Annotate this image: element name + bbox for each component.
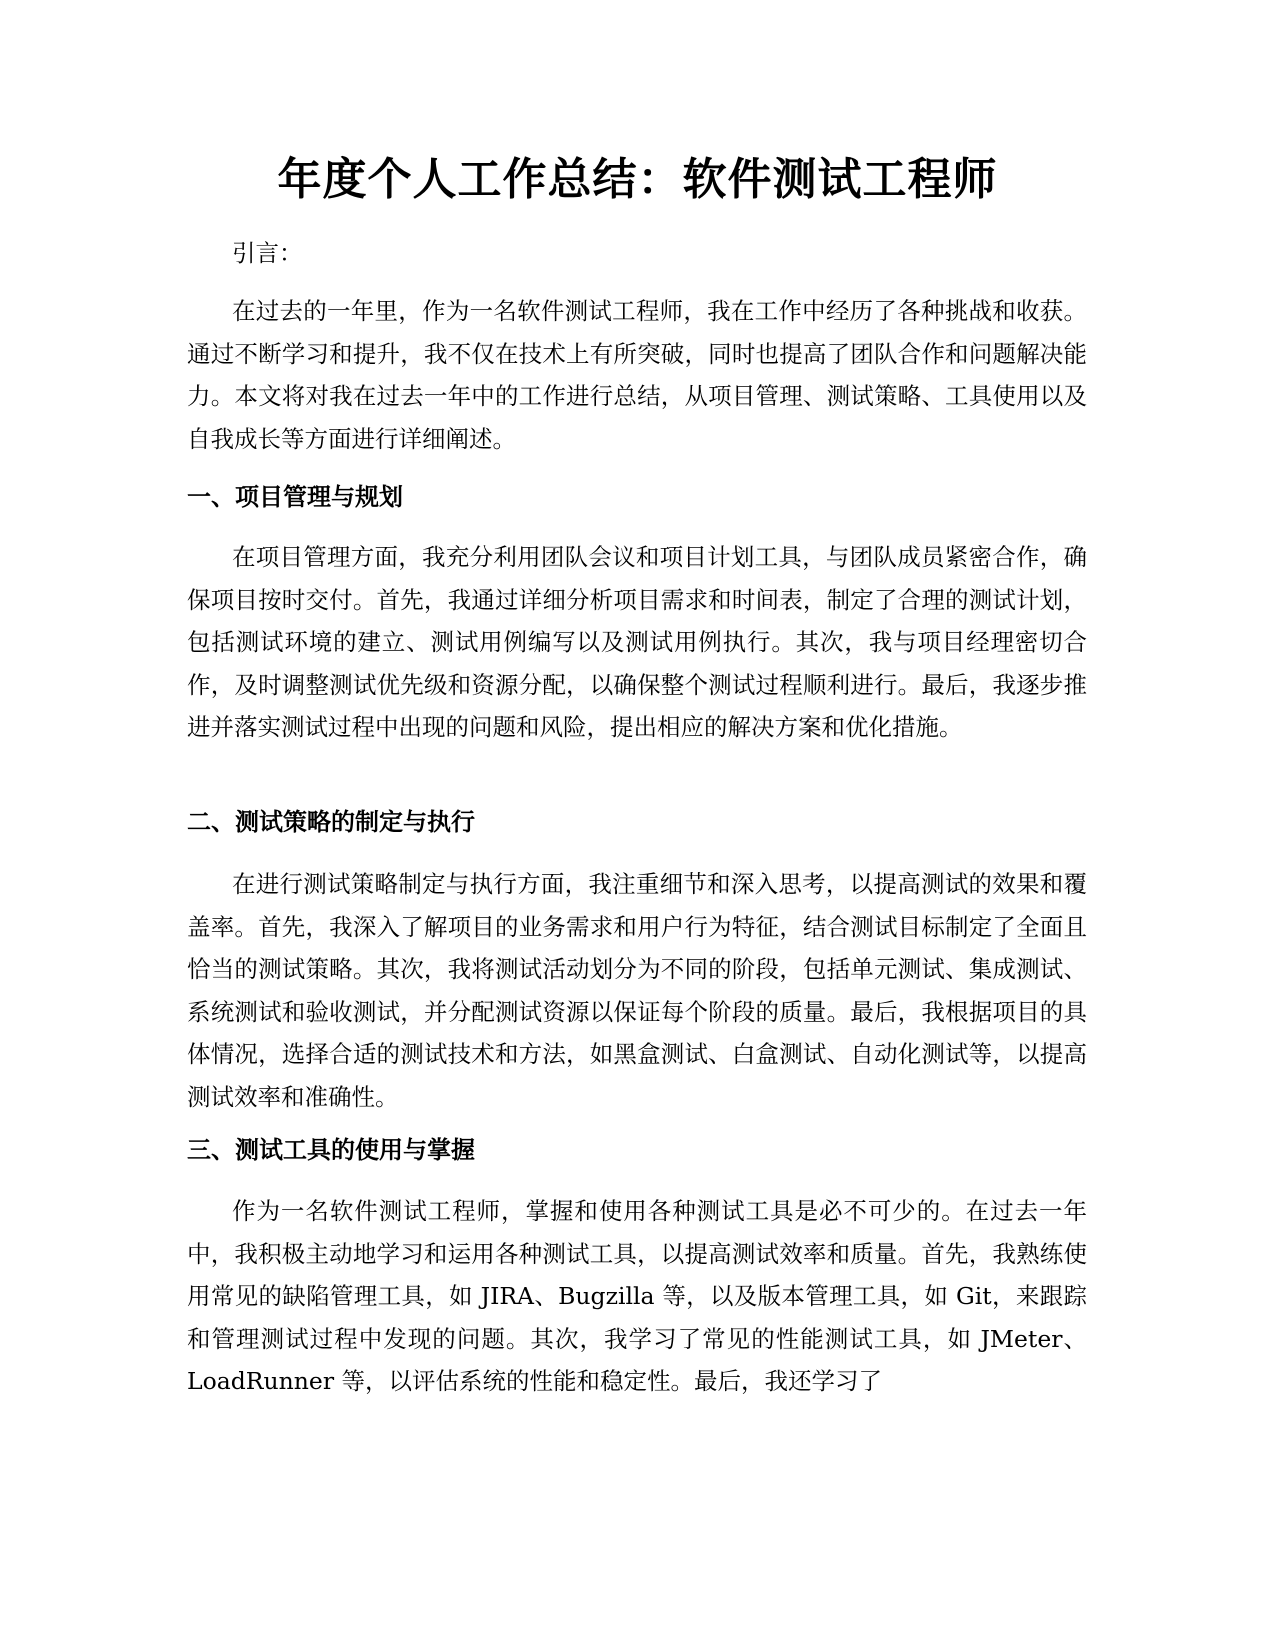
section-heading-test-tools: 三、测试工具的使用与掌握 bbox=[187, 1136, 475, 1164]
intro-paragraph: 在过去的一年里，作为一名软件测试工程师，我在工作中经历了各种挑战和收获。通过不断学习和提升，我不仅在技术上有所突破，同时也提高了团队合作和问题解决能力。本文将对我在过去一年中的工作进行总结，从项目管理、测试策略、工具使用以及自我成长等方面进行详细阐述。 bbox=[187, 297, 1087, 453]
section-body-test-tools: 作为一名软件测试工程师，掌握和使用各种测试工具是必不可少的。在过去一年中，我积极主动地学习和运用各种测试工具，以提高测试效率和质量。首先，我熟练使用常见的缺陷管理工具，如 JIRA、Bugzilla 等，以及版本管理工具，如 Git，来跟踪和管理测试过程中发现的问题。其次，我学习了常见的性能测试工具，如 JMeter、LoadRunner 等，以评估系统的性能和稳定性。最后，我还学习了 bbox=[187, 1197, 1087, 1396]
document-title: 年度个人工作总结：软件测试工程师 bbox=[277, 154, 998, 205]
intro-label: 引言： bbox=[232, 239, 303, 267]
section-heading-project-management: 一、项目管理与规划 bbox=[187, 483, 403, 511]
section-body-project-management: 在项目管理方面，我充分利用团队会议和项目计划工具，与团队成员紧密合作，确保项目按时交付。首先，我通过详细分析项目需求和时间表，制定了合理的测试计划，包括测试环境的建立、测试用例编写以及测试用例执行。其次，我与项目经理密切合作，及时调整测试优先级和资源分配，以确保整个测试过程顺利进行。最后，我逐步推进并落实测试过程中出现的问题和风险，提出相应的解决方案和优化措施。 bbox=[187, 543, 1087, 742]
section-heading-test-strategy: 二、测试策略的制定与执行 bbox=[187, 808, 475, 836]
section-body-test-strategy: 在进行测试策略制定与执行方面，我注重细节和深入思考，以提高测试的效果和覆盖率。首先，我深入了解项目的业务需求和用户行为特征，结合测试目标制定了全面且恰当的测试策略。其次，我将测试活动划分为不同的阶段，包括单元测试、集成测试、系统测试和验收测试，并分配测试资源以保证每个阶段的质量。最后，我根据项目的具体情况，选择合适的测试技术和方法，如黑盒测试、白盒测试、自动化测试等，以提高测试效率和准确性。 bbox=[187, 870, 1087, 1111]
